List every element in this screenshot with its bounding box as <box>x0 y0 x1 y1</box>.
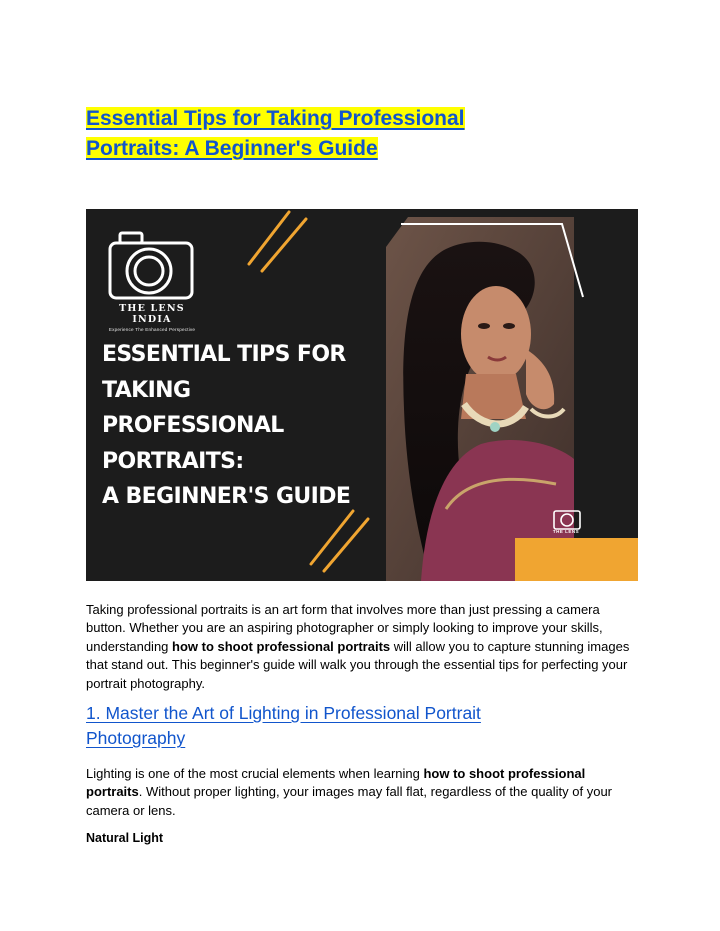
logo-name: THE LENS INDIA <box>119 303 185 325</box>
banner-heading-line: TAKING <box>102 377 191 403</box>
banner-heading-line: ESSENTIAL TIPS FOR <box>102 342 346 367</box>
section-1-text: . Without proper lighting, your images may fall flat, regardless of the quality of your camera or lens. <box>86 784 613 818</box>
logo-tagline: Experience The Enhanced Perspective <box>108 327 196 332</box>
banner-heading-line: A BEGINNER'S GUIDE <box>102 484 351 509</box>
brand-logo <box>98 231 206 332</box>
banner-image <box>86 209 638 581</box>
small-brand-logo <box>548 505 584 534</box>
portrait-photo <box>386 217 574 581</box>
section-1-text: Lighting is one of the most crucial elements when learning <box>86 766 424 781</box>
section-1-keyword: how to shoot professional portraits <box>86 766 586 800</box>
banner-heading-line: PORTRAITS: <box>102 448 244 474</box>
natural-light-subheading: Natural Light <box>86 831 164 845</box>
document-title <box>86 104 556 164</box>
banner-heading <box>102 337 350 515</box>
banner-heading-line: PROFESSIONAL <box>102 413 284 438</box>
intro-text: Taking professional portraits is an art form that involves more than just pressing a camera button. Whether you are an aspiring photographer or simply looking to improve your skills, understanding <box>86 602 603 654</box>
document-title-text: Essential Tips for Taking Professional Portraits: A Beginner's Guide <box>86 107 465 160</box>
section-1-heading[interactable]: 1. Master the Art of Lighting in Professional Portrait Photography <box>86 703 481 748</box>
intro-text: will allow you to capture stunning images that stand out. This beginner's guide will walk you through the essential tips for perfecting your portrait photography. <box>86 638 630 691</box>
section-1-paragraph <box>86 765 634 820</box>
small-logo-text: THE LENS <box>552 529 580 534</box>
intro-keyword: how to shoot professional portraits <box>172 638 391 654</box>
intro-paragraph <box>86 601 634 693</box>
accent-block <box>515 538 638 581</box>
